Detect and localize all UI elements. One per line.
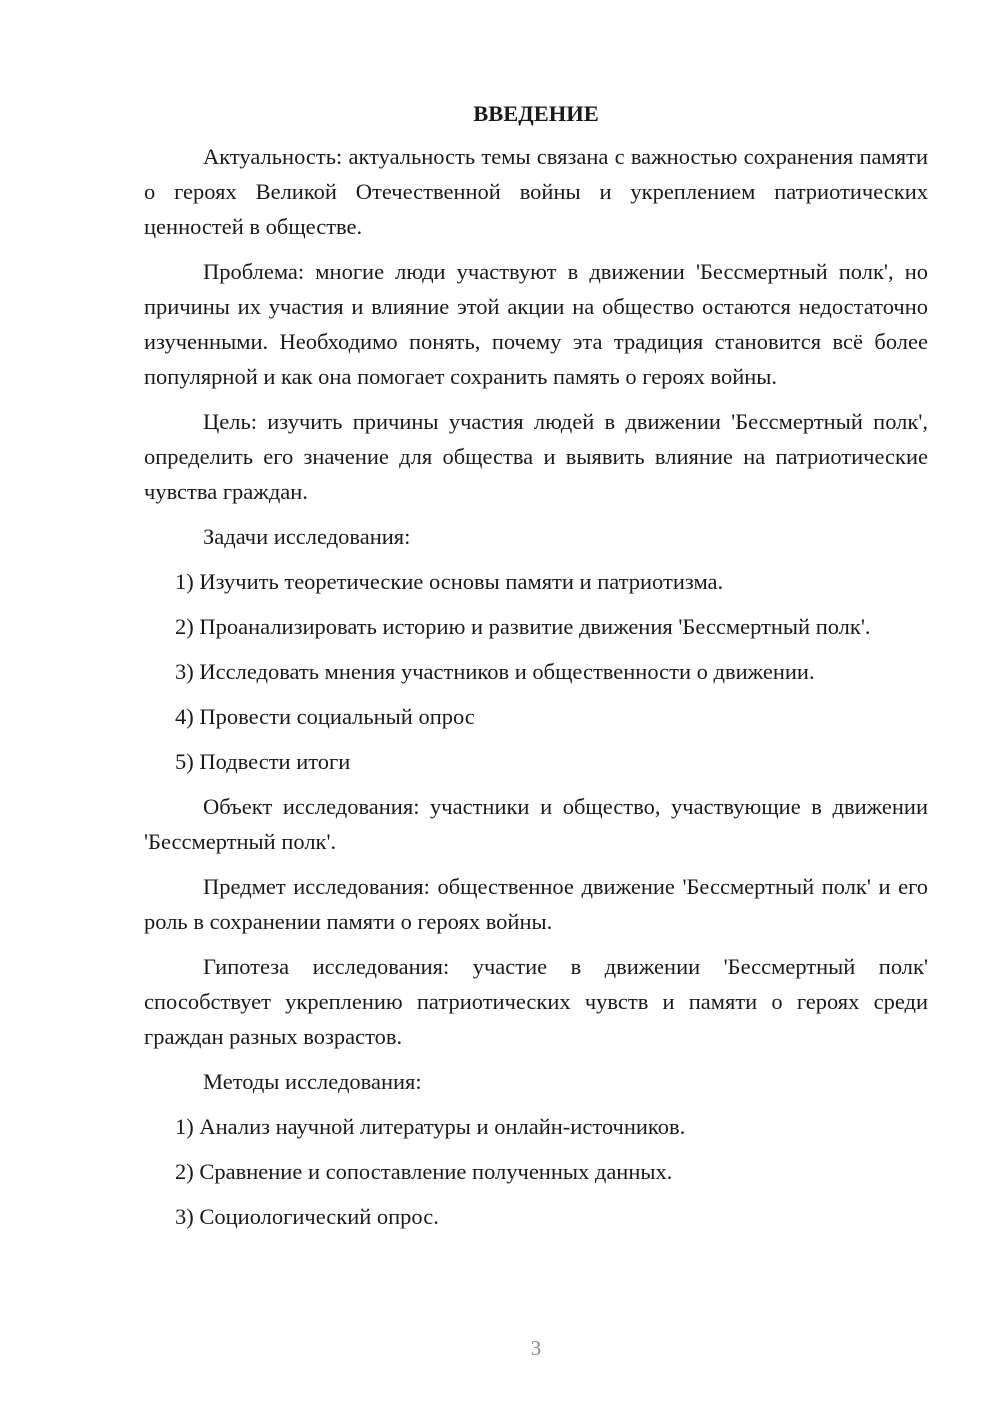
section-title: ВВЕДЕНИЕ — [473, 101, 599, 126]
subject-paragraph: Предмет исследования: общественное движение 'Бессмертный полк' и его роль в сохранении памяти о героях войны. — [144, 874, 928, 934]
task-item: 4) Провести социальный опрос — [175, 704, 475, 729]
task-item: 3) Исследовать мнения участников и общественности о движении. — [175, 659, 815, 684]
task-item: 1) Изучить теоретические основы памяти и патриотизма. — [175, 569, 724, 594]
tasks-heading: Задачи исследования: — [203, 524, 411, 549]
method-item: 3) Социологический опрос. — [175, 1204, 439, 1229]
object-paragraph: Объект исследования: участники и общество, участвующие в движении 'Бессмертный полк'. — [144, 794, 928, 854]
methods-heading: Методы исследования: — [203, 1069, 422, 1094]
relevance-paragraph: Актуальность: актуальность темы связана с важностью сохранения памяти о героях Великой Отечественной войны и укреплением патриотических ценностей в обществе. — [144, 144, 928, 239]
method-item: 1) Анализ научной литературы и онлайн-источников. — [175, 1114, 686, 1139]
goal-paragraph: Цель: изучить причины участия людей в движении 'Бессмертный полк', определить его значение для общества и выявить влияние на патриотические чувства граждан. — [144, 409, 928, 504]
method-item: 2) Сравнение и сопоставление полученных данных. — [175, 1159, 673, 1184]
page-number: 3 — [530, 1336, 542, 1360]
problem-paragraph: Проблема: многие люди участвуют в движении 'Бессмертный полк', но причины их участия и влияние этой акции на общество остаются недостаточно изученными. Необходимо понять, почему эта традиция становится всё более популярной и как она помогает сохранить память о героях войны. — [144, 259, 928, 389]
document-body — [144, 96, 928, 1244]
task-item: 2) Проанализировать историю и развитие движения 'Бессмертный полк'. — [175, 614, 871, 639]
task-item: 5) Подвести итоги — [175, 749, 351, 774]
hypothesis-paragraph: Гипотеза исследования: участие в движении 'Бессмертный полк' способствует укреплению патриотических чувств и памяти о героях среди граждан разных возрастов. — [144, 954, 928, 1049]
